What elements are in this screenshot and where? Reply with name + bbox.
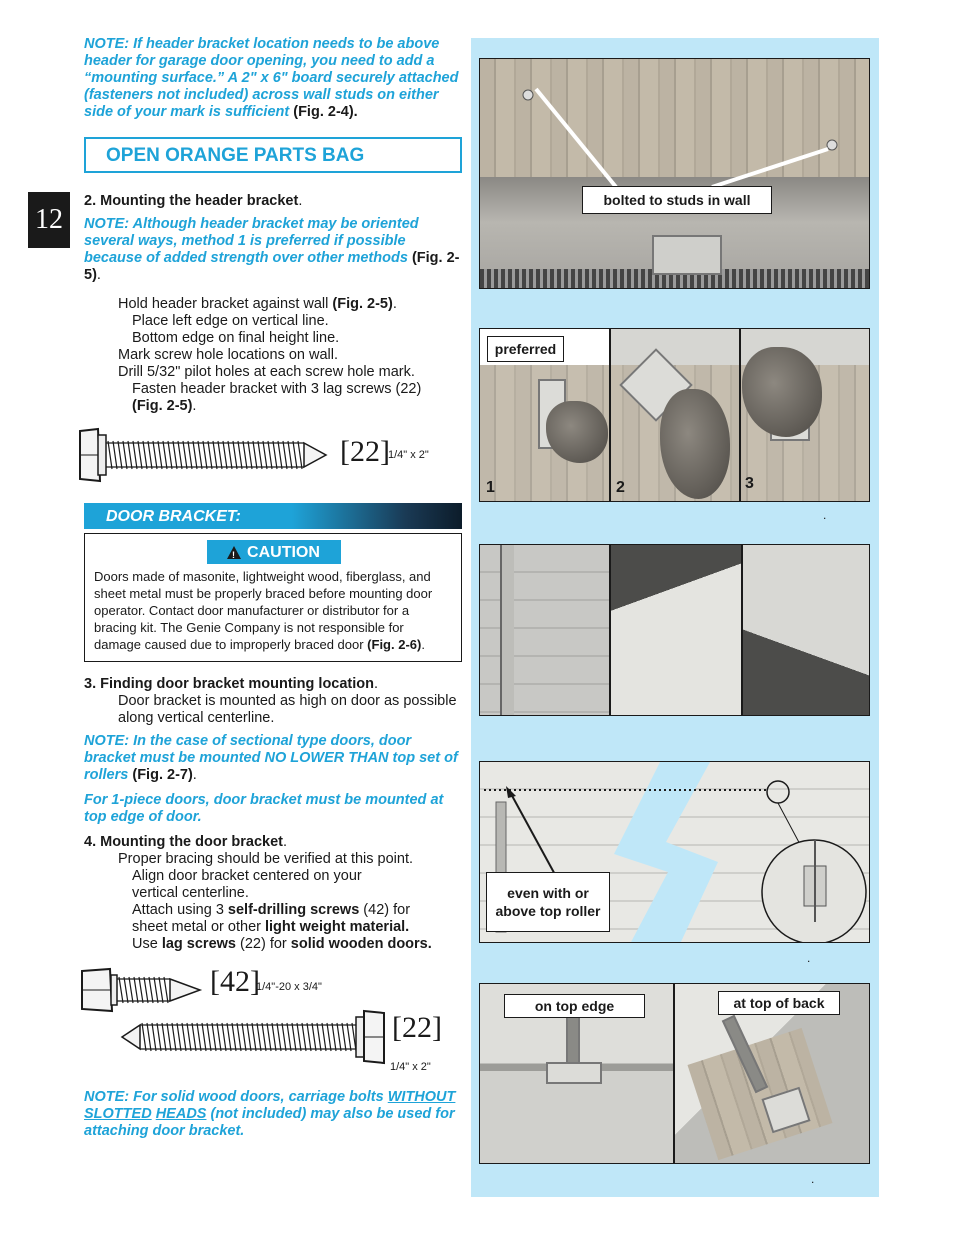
- divider: [739, 329, 741, 502]
- door-photo-2: [611, 545, 741, 716]
- door-screws-illustration: [84, 965, 462, 1081]
- figure-one-piece-door: [479, 983, 870, 1164]
- screw-42-tag: [42]: [210, 965, 260, 998]
- caption-dot: .: [807, 951, 811, 965]
- divider: [609, 329, 611, 502]
- lag-screw-22-illustration: [84, 423, 462, 493]
- door-track: [500, 545, 514, 716]
- screw-22-tag: [22]: [340, 435, 390, 468]
- caution-text: Doors made of masonite, lightweight wood, fiberglass, and sheet metal must be properly braced before mounting door operator. Contact door manufacturer or distributor for a bracing kit. The Genie Company is not responsible for damage caused due to improperly braced door (Fig. 2-6).: [94, 569, 433, 652]
- screw-22b-tag: [22]: [392, 1011, 442, 1044]
- carriage-bolt-note: NOTE: For solid wood doors, carriage bolts WITHOUT SLOTTED HEADS (not included) may also be used for attaching door bracket.: [84, 1089, 456, 1139]
- step-3-title: 3. Finding door bracket mounting location.: [84, 676, 379, 692]
- method-number-2: 2: [616, 479, 625, 496]
- divider: [673, 984, 675, 1164]
- orientation-note: NOTE: Although header bracket may be oriented several ways, method 1 is preferred if possible because of added strength over other methods (Fig. 2-5).: [84, 216, 460, 283]
- step-4-title: 4. Mounting the door bracket.: [84, 834, 288, 850]
- door-bracket: [546, 1062, 602, 1084]
- section-header: OPEN ORANGE PARTS BAG: [84, 137, 462, 173]
- step-2-title: 2. Mounting the header bracket.: [84, 193, 303, 209]
- step-4-instructions: Proper bracing should be verified at this point. Align door bracket centered on your vertical centerline. Attach using 3 self-drilling screws (42) for sheet metal or other light weight material. Use lag screws (22) for solid wooden doors.: [118, 851, 432, 952]
- step-3-text: Door bracket is mounted as high on door as possible along vertical centerline.: [118, 693, 457, 726]
- label-bolted-to-studs: bolted to studs in wall: [582, 186, 772, 214]
- caution-box: [84, 533, 462, 662]
- caption-dot: .: [811, 1172, 815, 1186]
- door-bracket-header: DOOR BRACKET:: [84, 503, 462, 529]
- caution-badge: ! CAUTION: [207, 540, 341, 564]
- method-number-1: 1: [486, 479, 495, 496]
- mounting-surface-note: NOTE: If header bracket location needs to be above header for garage door opening, you need to add a “mounting surface.” A 2" x 6" board securely attached (fasteners not included) across wall studs on either side of your mark is sufficient (Fig. 2-4).: [84, 36, 459, 120]
- label-at-top-of-back: at top of back: [718, 991, 840, 1015]
- instructions-column: [84, 36, 462, 1140]
- one-piece-door-note: For 1-piece doors, door bracket must be mounted at top edge of door.: [84, 792, 444, 825]
- figures-column: [471, 38, 879, 1197]
- screw-22-size: 1/4" x 2": [388, 449, 429, 461]
- screw-42-size: 1/4"-20 x 3/4": [256, 981, 322, 993]
- figure-header-bracket-methods: [479, 328, 870, 502]
- label-even-with-top-roller: even with or above top roller: [486, 872, 610, 932]
- screw-22b-size: 1/4" x 2": [390, 1061, 431, 1073]
- page-number: 12: [28, 192, 70, 248]
- step-2-instructions: Hold header bracket against wall (Fig. 2-5). Place left edge on vertical line. Bottom edge on final height line. Mark screw hole locations on wall. Drill 5/32" pilot holes at each screw hole mark. Fasten header bracket with 3 lag screws (22) (Fig. 2-5).: [118, 296, 422, 414]
- sectional-door-note: NOTE: In the case of sectional type doors, door bracket must be mounted NO LOWER THAN top set of rollers (Fig. 2-7).: [84, 733, 458, 783]
- lag-screw-icon: [76, 423, 346, 487]
- warning-icon: [227, 546, 241, 559]
- label-preferred: preferred: [487, 336, 564, 362]
- figure-mounting-board: [479, 58, 870, 289]
- door-photo-3: [743, 545, 870, 716]
- figure-door-bracket-location: [479, 761, 870, 943]
- figure-door-bracing: [479, 544, 870, 716]
- divider: [609, 545, 611, 716]
- pointer-lines: [480, 59, 870, 289]
- caption-dot: .: [823, 508, 827, 522]
- label-on-top-edge: on top edge: [504, 994, 645, 1018]
- method-number-3: 3: [745, 475, 754, 492]
- lag-screw-icon: [120, 1007, 390, 1067]
- divider: [741, 545, 743, 716]
